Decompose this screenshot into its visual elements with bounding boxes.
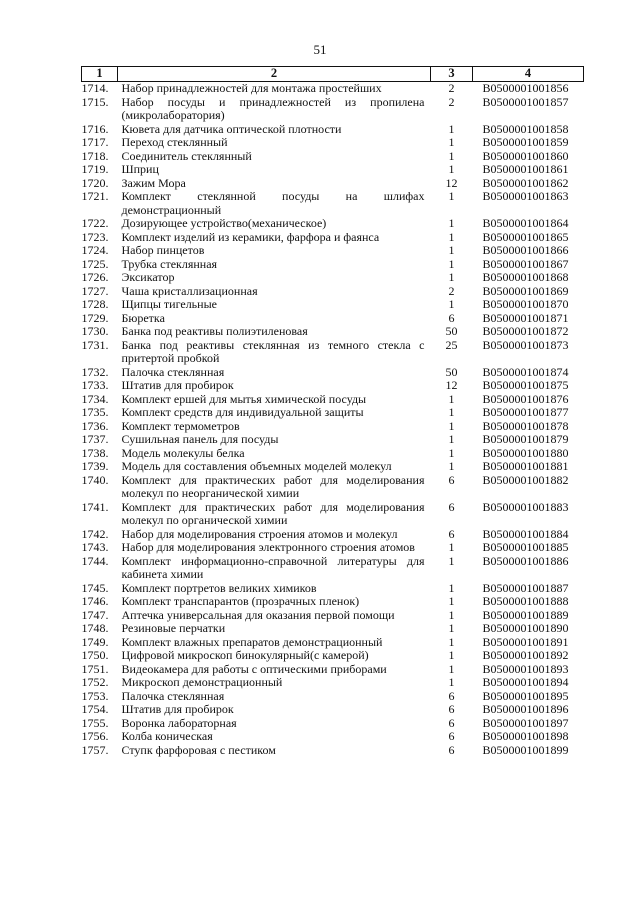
item-quantity: 1 [448,135,455,149]
table-row [82,379,584,393]
item-quantity: 1 [448,418,455,433]
item-code: B0500001001858 [482,121,569,136]
table-row [82,82,584,96]
item-quantity: 1 [448,189,455,203]
item-quantity: 1 [448,297,455,311]
item-code: B0500001001886 [482,553,569,568]
item-quantity: 1 [448,634,455,649]
item-name: Ступк фарфоровая с пестиком [121,742,276,757]
item-name: Соединитель стеклянный [121,148,252,163]
item-code: B0500001001895 [482,688,569,703]
table-row [82,676,584,690]
item-name: Трубка стеклянная [121,256,218,271]
item-name: Банка под реактивы полиэтиленовая [121,324,308,338]
item-quantity: 1 [448,445,455,460]
item-name: Штатив для пробирок [121,702,234,716]
row-number: 1727. [81,283,109,298]
row-number: 1734. [81,391,109,406]
item-code: B0500001001878 [482,418,569,433]
item-quantity: 1 [448,459,455,473]
item-name: Микроскоп демонстрационный [121,675,283,689]
row-number: 1749. [81,634,109,649]
item-code: B0500001001873 [482,337,569,352]
item-code: B0500001001884 [482,526,569,541]
row-number: 1751. [81,661,109,676]
item-name: Дозирующее устройство(механическое) [121,216,327,230]
row-number: 1743. [81,540,109,554]
item-quantity: 1 [448,621,455,635]
table-row [82,460,584,474]
row-number: 1745. [81,580,109,595]
table-row [82,258,584,272]
row-number: 1738. [81,445,109,460]
item-quantity: 1 [448,661,455,676]
item-code: B0500001001892 [482,648,569,662]
table-row [82,582,584,596]
row-number: 1752. [81,675,109,689]
table-row [82,312,584,326]
item-name: Комплект портретов великих химиков [121,580,317,595]
item-name: Кювета для датчика оптической плотности [121,121,342,136]
row-number: 1747. [81,607,109,622]
row-number: 1715. [81,94,109,109]
table-row [82,636,584,650]
item-quantity: 50 [445,364,458,379]
page-number: 51 [313,42,327,57]
item-quantity: 1 [448,540,455,554]
item-quantity: 50 [445,324,458,338]
table-row [82,730,584,744]
item-code: B0500001001875 [482,378,569,392]
row-number: 1731. [81,337,109,352]
table-row [82,406,584,420]
row-number: 1739. [81,459,109,473]
item-quantity: 1 [448,148,455,163]
item-code: B0500001001859 [482,135,569,149]
table-row [82,271,584,285]
item-name: Резиновые перчатки [121,621,226,635]
item-name: Модель молекулы белка [121,445,245,460]
item-name: Комплект изделий из керамики, фарфора и фаянса [121,229,380,244]
row-number: 1716. [81,121,109,136]
table-row [82,217,584,231]
item-name: Воронка лабораторная [121,715,237,730]
table-row [82,325,584,339]
item-quantity: 6 [448,715,455,730]
item-quantity: 6 [448,310,455,325]
row-number: 1744. [81,553,109,568]
item-name: Комплект термометров [121,418,240,433]
item-quantity: 1 [448,405,455,419]
item-quantity: 2 [448,283,455,298]
item-quantity: 2 [448,94,455,109]
item-name: Щипцы тигельные [121,297,217,311]
item-quantity: 1 [448,256,455,271]
item-quantity: 1 [448,607,455,622]
item-code: B0500001001898 [482,729,569,743]
item-code: B0500001001867 [482,256,569,271]
item-name: Колба коническая [121,729,213,743]
table-header-row [82,67,584,82]
table-row [82,136,584,150]
item-code: B0500001001882 [482,472,569,487]
item-code: B0500001001893 [482,661,569,676]
item-code: B0500001001870 [482,297,569,311]
item-quantity: 6 [448,499,455,514]
item-code: B0500001001862 [482,175,569,190]
item-quantity: 1 [448,229,455,244]
inventory-table-container [81,66,583,757]
table-row [82,339,584,366]
item-code: B0500001001869 [482,283,569,298]
item-code: B0500001001896 [482,702,569,716]
table-row [82,744,584,758]
row-number: 1756. [81,729,109,743]
item-code: B0500001001883 [482,499,569,514]
item-name: Комплект средств для индивидуальной защиты [121,405,364,419]
table-row [82,96,584,123]
item-quantity: 12 [445,175,458,190]
item-name: Банка под реактивы стеклянная из темного стекла с притертой пробкой [121,337,425,365]
item-name: Видеокамера для работы с оптическими приборами [121,661,387,676]
item-code: B0500001001871 [482,310,569,325]
row-number: 1724. [81,243,109,257]
item-name: Аптечка универсальная для оказания первой помощи [121,607,395,622]
item-name: Набор для моделирования строения атомов и молекул [121,526,398,541]
row-number: 1737. [81,432,109,446]
row-number: 1720. [81,175,109,190]
table-row [82,420,584,434]
table-row [82,433,584,447]
item-name: Комплект стеклянной посуды на шлифах демонстрационный [121,189,425,217]
item-quantity: 25 [445,337,458,352]
item-name: Набор принадлежностей для монтажа простейших [121,81,382,95]
row-number: 1714. [81,81,109,95]
item-name: Зажим Мора [121,175,186,190]
row-number: 1740. [81,472,109,487]
item-name: Набор для моделирования электронного строения атомов [121,540,415,554]
item-code: B0500001001861 [482,162,569,176]
item-quantity: 6 [448,702,455,716]
table-row [82,717,584,731]
table-row [82,501,584,528]
table-row [82,474,584,501]
item-quantity: 1 [448,391,455,406]
item-code: B0500001001897 [482,715,569,730]
table-row [82,595,584,609]
table-row [82,231,584,245]
row-number: 1748. [81,621,109,635]
item-code: B0500001001864 [482,216,569,230]
column-header-number: 1 [82,67,118,82]
item-name: Палочка стеклянная [121,688,225,703]
item-code: B0500001001899 [482,742,569,757]
row-number: 1736. [81,418,109,433]
table-row [82,690,584,704]
item-quantity: 1 [448,162,455,176]
row-number: 1757. [81,742,109,757]
table-row [82,555,584,582]
row-number: 1750. [81,648,109,662]
item-quantity: 1 [448,594,455,608]
row-number: 1718. [81,148,109,163]
item-quantity: 12 [445,378,458,392]
item-code: B0500001001865 [482,229,569,244]
column-header-quantity: 3 [431,67,473,82]
row-number: 1717. [81,135,109,149]
row-number: 1742. [81,526,109,541]
table-row [82,649,584,663]
item-name: Цифровой микроскоп бинокулярный(с камерой) [121,648,369,662]
column-header-name: 2 [118,67,431,82]
row-number: 1719. [81,162,109,176]
item-code: B0500001001868 [482,270,569,284]
table-row [82,528,584,542]
item-name: Комплект влажных препаратов демонстрационный [121,634,383,649]
item-quantity: 1 [448,432,455,446]
item-name: Комплект транспарантов (прозрачных пленок) [121,594,360,608]
item-name: Штатив для пробирок [121,378,234,392]
table-row [82,163,584,177]
item-code: B0500001001879 [482,432,569,446]
row-number: 1753. [81,688,109,703]
row-number: 1726. [81,270,109,284]
item-code: B0500001001863 [482,189,569,203]
table-row [82,663,584,677]
item-quantity: 1 [448,553,455,568]
item-quantity: 6 [448,526,455,541]
item-name: Эксикатор [121,270,175,284]
row-number: 1754. [81,702,109,716]
table-row [82,150,584,164]
item-code: B0500001001889 [482,607,569,622]
table-row [82,393,584,407]
item-code: B0500001001881 [482,459,569,473]
item-code: B0500001001887 [482,580,569,595]
item-quantity: 2 [448,81,455,95]
table-row [82,366,584,380]
item-code: B0500001001885 [482,540,569,554]
item-code: B0500001001880 [482,445,569,460]
table-body [82,82,584,758]
table-row [82,622,584,636]
table-row [82,177,584,191]
item-quantity: 1 [448,648,455,662]
row-number: 1735. [81,405,109,419]
item-quantity: 1 [448,121,455,136]
item-code: B0500001001872 [482,324,569,338]
row-number: 1732. [81,364,109,379]
item-quantity: 6 [448,729,455,743]
item-name: Комплект для практических работ для моделирования молекул по органической химии [121,499,425,527]
item-name: Бюретка [121,310,165,325]
table-row [82,123,584,137]
row-number: 1725. [81,256,109,271]
row-number: 1722. [81,216,109,230]
item-name: Комплект информационно-справочной литературы для кабинета химии [121,553,425,581]
table-row [82,190,584,217]
item-quantity: 1 [448,675,455,689]
column-header-code: 4 [473,67,584,82]
item-code: B0500001001888 [482,594,569,608]
item-code: B0500001001877 [482,405,569,419]
item-quantity: 6 [448,688,455,703]
item-code: B0500001001891 [482,634,569,649]
inventory-table [81,66,584,757]
table-row [82,447,584,461]
table-row [82,609,584,623]
table-row [82,298,584,312]
item-quantity: 6 [448,472,455,487]
row-number: 1730. [81,324,109,338]
row-number: 1721. [81,189,109,203]
row-number: 1733. [81,378,109,392]
item-name: Сушильная панель для посуды [121,432,279,446]
item-name: Набор посуды и принадлежностей из пропилена (микролаборатория) [121,94,425,122]
item-name: Чаша кристаллизационная [121,283,258,298]
row-number: 1729. [81,310,109,325]
item-quantity: 1 [448,216,455,230]
item-name: Переход стеклянный [121,135,228,149]
item-code: B0500001001894 [482,675,569,689]
item-quantity: 1 [448,580,455,595]
item-code: B0500001001876 [482,391,569,406]
item-name: Набор пинцетов [121,243,205,257]
table-row [82,703,584,717]
table-row [82,541,584,555]
item-code: B0500001001874 [482,364,569,379]
table-row [82,244,584,258]
row-number: 1741. [81,499,109,514]
item-code: B0500001001866 [482,243,569,257]
item-code: B0500001001856 [482,81,569,95]
item-code: B0500001001860 [482,148,569,163]
item-name: Палочка стеклянная [121,364,225,379]
table-row [82,285,584,299]
item-name: Шприц [121,162,159,176]
item-code: B0500001001857 [482,94,569,109]
item-quantity: 1 [448,270,455,284]
row-number: 1746. [81,594,109,608]
row-number: 1723. [81,229,109,244]
item-code: B0500001001890 [482,621,569,635]
item-name: Комплект ершей для мытья химической посуды [121,391,367,406]
item-quantity: 6 [448,742,455,757]
item-name: Комплект для практических работ для моделирования молекул по неорганической химии [121,472,425,500]
row-number: 1728. [81,297,109,311]
item-name: Модель для составления объемных моделей молекул [121,459,392,473]
item-quantity: 1 [448,243,455,257]
row-number: 1755. [81,715,109,730]
